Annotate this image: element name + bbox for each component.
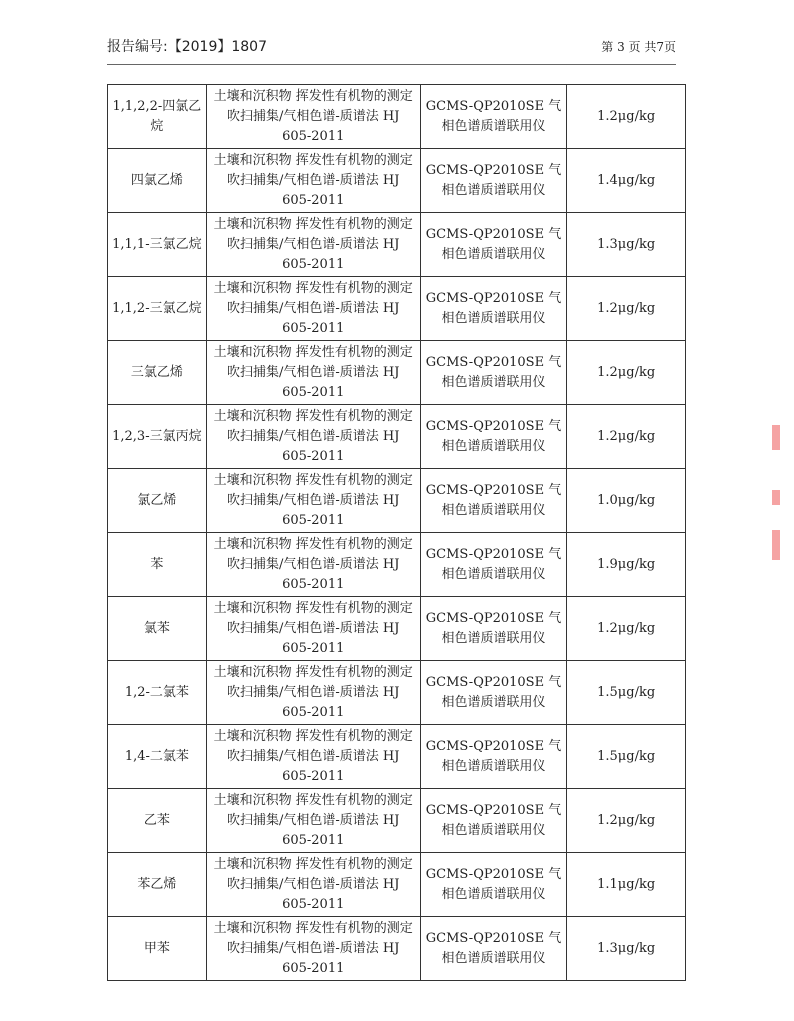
detection-limit: 1.0μg/kg bbox=[567, 469, 686, 533]
detection-limit: 1.2μg/kg bbox=[567, 405, 686, 469]
table-row bbox=[108, 917, 686, 981]
detection-limit-table bbox=[107, 84, 686, 981]
table-row bbox=[108, 661, 686, 725]
detection-limit: 1.2μg/kg bbox=[567, 277, 686, 341]
test-method: 土壤和沉积物 挥发性有机物的测定 吹扫捕集/气相色谱-质谱法 HJ 605-2011 bbox=[206, 405, 420, 469]
table-row bbox=[108, 597, 686, 661]
analyte-name: 1,1,2,2-四氯乙烷 bbox=[108, 85, 207, 149]
detection-limit: 1.2μg/kg bbox=[567, 341, 686, 405]
analyte-name: 氯苯 bbox=[108, 597, 207, 661]
detection-limit: 1.2μg/kg bbox=[567, 789, 686, 853]
instrument-name: GCMS-QP2010SE 气相色谱质谱联用仪 bbox=[420, 341, 567, 405]
detection-limit: 1.2μg/kg bbox=[567, 85, 686, 149]
analyte-name: 1,2,3-三氯丙烷 bbox=[108, 405, 207, 469]
instrument-name: GCMS-QP2010SE 气相色谱质谱联用仪 bbox=[420, 85, 567, 149]
analyte-name: 1,1,2-三氯乙烷 bbox=[108, 277, 207, 341]
table-row bbox=[108, 213, 686, 277]
detection-limit: 1.3μg/kg bbox=[567, 917, 686, 981]
table-row bbox=[108, 789, 686, 853]
analyte-name: 三氯乙烯 bbox=[108, 341, 207, 405]
analyte-name: 甲苯 bbox=[108, 917, 207, 981]
analyte-name: 四氯乙烯 bbox=[108, 149, 207, 213]
test-method: 土壤和沉积物 挥发性有机物的测定 吹扫捕集/气相色谱-质谱法 HJ 605-2011 bbox=[206, 597, 420, 661]
analyte-name: 1,4-二氯苯 bbox=[108, 725, 207, 789]
analyte-name: 苯乙烯 bbox=[108, 853, 207, 917]
test-method: 土壤和沉积物 挥发性有机物的测定 吹扫捕集/气相色谱-质谱法 HJ 605-2011 bbox=[206, 149, 420, 213]
table-row bbox=[108, 853, 686, 917]
detection-limit: 1.3μg/kg bbox=[567, 213, 686, 277]
instrument-name: GCMS-QP2010SE 气相色谱质谱联用仪 bbox=[420, 149, 567, 213]
seal-stamp-fragment bbox=[772, 490, 780, 505]
instrument-name: GCMS-QP2010SE 气相色谱质谱联用仪 bbox=[420, 661, 567, 725]
test-method: 土壤和沉积物 挥发性有机物的测定 吹扫捕集/气相色谱-质谱法 HJ 605-2011 bbox=[206, 469, 420, 533]
test-method: 土壤和沉积物 挥发性有机物的测定 吹扫捕集/气相色谱-质谱法 HJ 605-2011 bbox=[206, 85, 420, 149]
test-method: 土壤和沉积物 挥发性有机物的测定 吹扫捕集/气相色谱-质谱法 HJ 605-2011 bbox=[206, 661, 420, 725]
page-header bbox=[107, 34, 676, 65]
seal-stamp-fragment bbox=[772, 425, 780, 450]
detection-limit: 1.5μg/kg bbox=[567, 725, 686, 789]
table-row bbox=[108, 533, 686, 597]
table-row bbox=[108, 85, 686, 149]
instrument-name: GCMS-QP2010SE 气相色谱质谱联用仪 bbox=[420, 469, 567, 533]
report-number: 报告编号:【2019】1807 bbox=[107, 39, 267, 55]
table-row bbox=[108, 149, 686, 213]
instrument-name: GCMS-QP2010SE 气相色谱质谱联用仪 bbox=[420, 789, 567, 853]
instrument-name: GCMS-QP2010SE 气相色谱质谱联用仪 bbox=[420, 213, 567, 277]
analyte-name: 氯乙烯 bbox=[108, 469, 207, 533]
test-method: 土壤和沉积物 挥发性有机物的测定 吹扫捕集/气相色谱-质谱法 HJ 605-2011 bbox=[206, 341, 420, 405]
analyte-name: 乙苯 bbox=[108, 789, 207, 853]
table-row bbox=[108, 469, 686, 533]
instrument-name: GCMS-QP2010SE 气相色谱质谱联用仪 bbox=[420, 405, 567, 469]
instrument-name: GCMS-QP2010SE 气相色谱质谱联用仪 bbox=[420, 277, 567, 341]
test-method: 土壤和沉积物 挥发性有机物的测定 吹扫捕集/气相色谱-质谱法 HJ 605-2011 bbox=[206, 213, 420, 277]
detection-limit: 1.9μg/kg bbox=[567, 533, 686, 597]
table-row bbox=[108, 277, 686, 341]
test-method: 土壤和沉积物 挥发性有机物的测定 吹扫捕集/气相色谱-质谱法 HJ 605-2011 bbox=[206, 789, 420, 853]
analyte-name: 1,2-二氯苯 bbox=[108, 661, 207, 725]
page-number: 第 3 页 共7页 bbox=[601, 40, 676, 54]
instrument-name: GCMS-QP2010SE 气相色谱质谱联用仪 bbox=[420, 917, 567, 981]
test-method: 土壤和沉积物 挥发性有机物的测定 吹扫捕集/气相色谱-质谱法 HJ 605-2011 bbox=[206, 853, 420, 917]
test-method: 土壤和沉积物 挥发性有机物的测定 吹扫捕集/气相色谱-质谱法 HJ 605-2011 bbox=[206, 917, 420, 981]
test-method: 土壤和沉积物 挥发性有机物的测定 吹扫捕集/气相色谱-质谱法 HJ 605-2011 bbox=[206, 725, 420, 789]
table-row bbox=[108, 405, 686, 469]
detection-limit: 1.5μg/kg bbox=[567, 661, 686, 725]
table-row bbox=[108, 341, 686, 405]
detection-limit: 1.4μg/kg bbox=[567, 149, 686, 213]
detection-limit: 1.2μg/kg bbox=[567, 597, 686, 661]
instrument-name: GCMS-QP2010SE 气相色谱质谱联用仪 bbox=[420, 533, 567, 597]
detection-limit: 1.1μg/kg bbox=[567, 853, 686, 917]
table-row bbox=[108, 725, 686, 789]
instrument-name: GCMS-QP2010SE 气相色谱质谱联用仪 bbox=[420, 725, 567, 789]
test-method: 土壤和沉积物 挥发性有机物的测定 吹扫捕集/气相色谱-质谱法 HJ 605-2011 bbox=[206, 277, 420, 341]
instrument-name: GCMS-QP2010SE 气相色谱质谱联用仪 bbox=[420, 853, 567, 917]
analyte-name: 1,1,1-三氯乙烷 bbox=[108, 213, 207, 277]
analyte-name: 苯 bbox=[108, 533, 207, 597]
instrument-name: GCMS-QP2010SE 气相色谱质谱联用仪 bbox=[420, 597, 567, 661]
test-method: 土壤和沉积物 挥发性有机物的测定 吹扫捕集/气相色谱-质谱法 HJ 605-2011 bbox=[206, 533, 420, 597]
seal-stamp-fragment bbox=[772, 530, 780, 560]
